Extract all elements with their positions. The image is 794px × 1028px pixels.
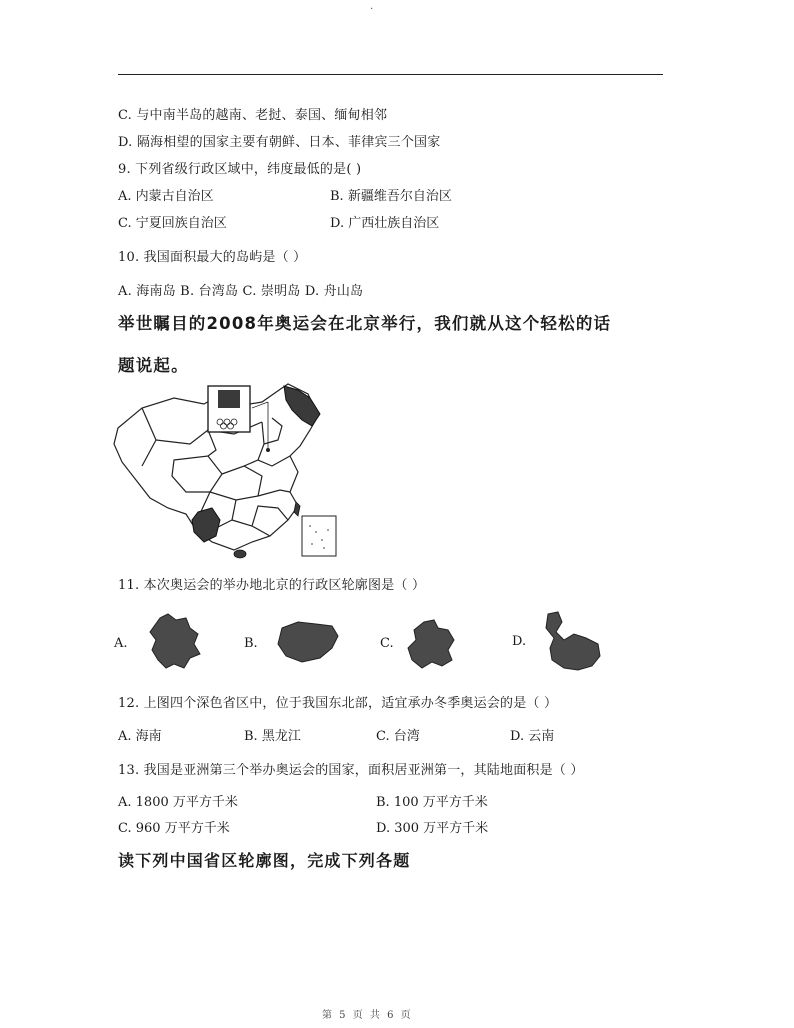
hainan-shape (234, 550, 246, 558)
hainan-outline-option-b (272, 618, 342, 664)
q12-option-c: C. 台湾 (376, 729, 420, 744)
q9-option-c: C. 宁夏回族自治区 (118, 216, 227, 231)
q9-stem: 9. 下列省级行政区域中，纬度最低的是( ) (118, 162, 362, 177)
q10-stem: 10. 我国面积最大的岛屿是（ ） (118, 250, 307, 265)
south-sea-inset (302, 516, 336, 556)
header-rule (118, 74, 663, 75)
q12-option-a: A. 海南 (118, 729, 162, 744)
q9-option-b: B. 新疆维吾尔自治区 (330, 189, 452, 204)
china-map (112, 380, 352, 560)
q11-option-a: A. (114, 636, 128, 651)
q12-option-d: D. 云南 (510, 729, 555, 744)
q13-option-c: C. 960 万平方千米 (118, 821, 230, 836)
q8-option-d: D. 隔海相望的国家主要有朝鲜、日本、菲律宾三个国家 (118, 135, 441, 150)
q10-options: A. 海南岛 B. 台湾岛 C. 崇明岛 D. 舟山岛 (118, 284, 364, 299)
q13-option-a: A. 1800 万平方千米 (118, 795, 238, 810)
q11-option-d: D. (512, 634, 527, 649)
q13-option-d: D. 300 万平方千米 (376, 821, 489, 836)
page-footer: 第 5 页 共 6 页 (322, 1010, 413, 1021)
intro-line-1: 举世瞩目的2008年奥运会在北京举行，我们就从这个轻松的话 (118, 314, 612, 333)
q11-option-b: B. (244, 636, 258, 651)
heilongjiang-outline-option-d (540, 610, 604, 674)
q11-option-c: C. (380, 636, 394, 651)
yunnan-outline-option-a (146, 612, 206, 670)
section-heading: 读下列中国省区轮廓图，完成下列各题 (118, 851, 411, 870)
q9-option-a: A. 内蒙古自治区 (118, 189, 214, 204)
beijing-outline-option-c (404, 618, 458, 670)
q11-stem: 11. 本次奥运会的举办地北京的行政区轮廓图是（ ） (118, 578, 426, 593)
q9-option-d: D. 广西壮族自治区 (330, 216, 440, 231)
q12-option-b: B. 黑龙江 (244, 729, 301, 744)
q13-option-b: B. 100 万平方千米 (376, 795, 488, 810)
q13-stem: 13. 我国是亚洲第三个举办奥运会的国家，面积居亚洲第一，其陆地面积是（ ） (118, 763, 584, 778)
scan-dot: · (370, 4, 374, 15)
q8-option-c: C. 与中南半岛的越南、老挝、泰国、缅甸相邻 (118, 108, 388, 123)
intro-line-2: 题说起。 (118, 356, 189, 375)
q12-stem: 12. 上图四个深色省区中，位于我国东北部，适宜承办冬季奥运会的是（ ） (118, 696, 558, 711)
